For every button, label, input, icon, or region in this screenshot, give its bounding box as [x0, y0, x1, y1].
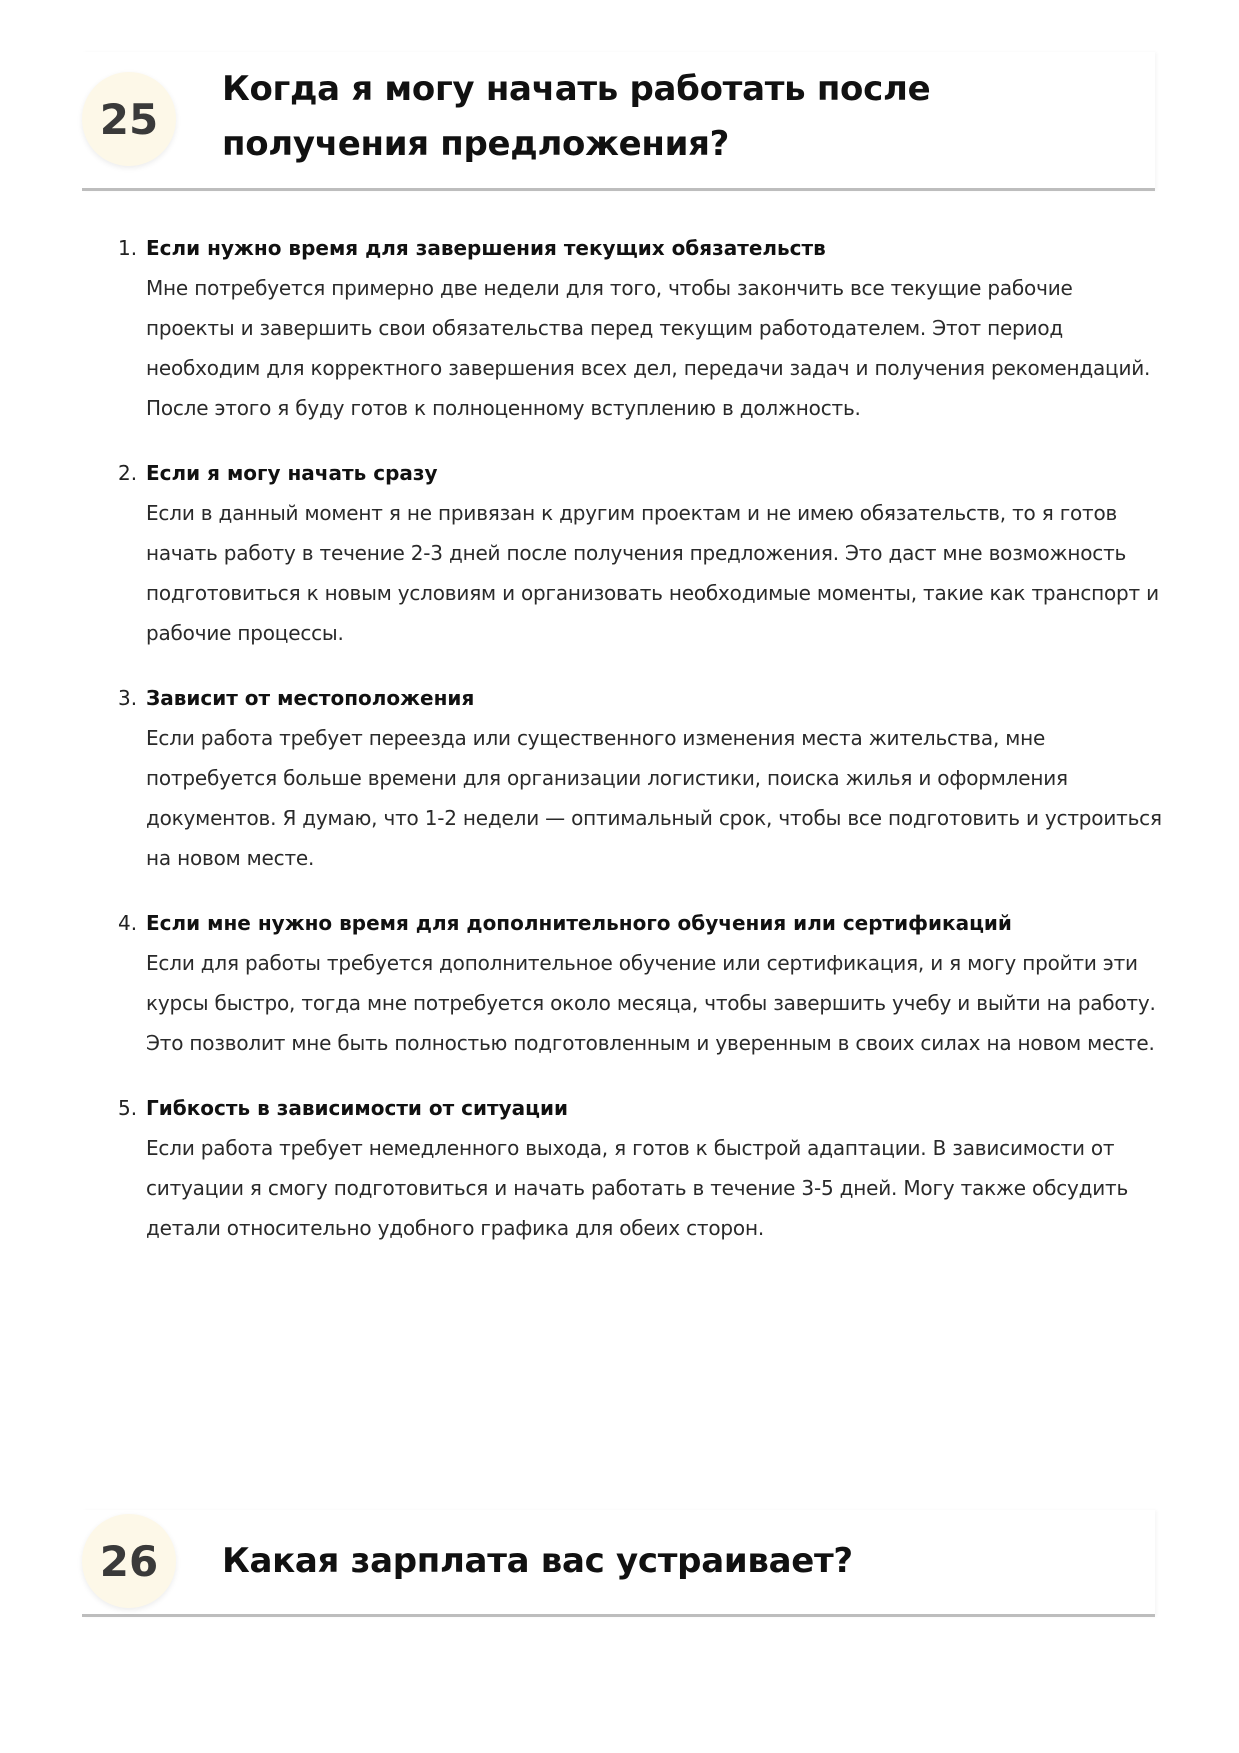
- list-item-text: Если в данный момент я не привязан к другим проектам и не имею обязательств, то я готов начать работу в течение 2-3 дней после получения предложения. Это даст мне возможность подготовиться к новым условиям и организовать необходимые моменты, такие как транспорт и рабочие процессы.: [146, 501, 1159, 645]
- list-item-number: 4.: [118, 911, 138, 935]
- list-item-number: 1.: [118, 236, 138, 260]
- list-item-title: Если нужно время для завершения текущих обязательств: [146, 236, 826, 260]
- list-item: [0, 228, 1239, 428]
- answer-list: [0, 228, 1239, 1273]
- list-item-number: 2.: [118, 461, 138, 485]
- question-number-badge: 26: [82, 1514, 176, 1608]
- list-item-text: Если работа требует немедленного выхода, я готов к быстрой адаптации. В зависимости от ситуации я смогу подготовиться и начать работать в течение 3-5 дней. Могу также обсудить детали относительно удобного графика для обеих сторон.: [146, 1136, 1129, 1240]
- list-item-text: Если для работы требуется дополнительное обучение или сертификация, и я могу пройти эти курсы быстро, тогда мне потребуется около месяца, чтобы завершить учебу и выйти на работу. Это позволит мне быть полностью подготовленным и уверенным в своих силах на новом месте.: [146, 951, 1156, 1055]
- list-item-title: Зависит от местоположения: [146, 686, 475, 710]
- question-title: Какая зарплата вас устраивает?: [222, 1541, 853, 1581]
- list-item-title: Если я могу начать сразу: [146, 461, 438, 485]
- list-item-number: 3.: [118, 686, 138, 710]
- list-item-text: Мне потребуется примерно две недели для того, чтобы закончить все текущие рабочие проекты и завершить свои обязательства перед текущим работодателем. Этот период необходим для корректного завершения всех дел, передачи задач и получения рекомендаций. После этого я буду готов к полноценному вступлению в должность.: [146, 276, 1151, 420]
- list-item: [0, 453, 1239, 653]
- list-item-number: 5.: [118, 1096, 138, 1120]
- list-item-title: Гибкость в зависимости от ситуации: [146, 1096, 569, 1120]
- question-header-26: [82, 1510, 1155, 1617]
- list-item: [0, 903, 1239, 1063]
- list-item: [0, 678, 1239, 878]
- list-item: [0, 1088, 1239, 1248]
- question-title: Когда я могу начать работать после получения предложения?: [222, 69, 931, 164]
- list-item-text: Если работа требует переезда или существенного изменения места жительства, мне потребуется больше времени для организации логистики, поиска жилья и оформления документов. Я думаю, что 1-2 недели — оптимальный срок, чтобы все подготовить и устроиться на новом месте.: [146, 726, 1162, 870]
- list-item-title: Если мне нужно время для дополнительного обучения или сертификаций: [146, 911, 1012, 935]
- question-number-badge: 25: [82, 72, 176, 166]
- question-header-25: [82, 52, 1155, 191]
